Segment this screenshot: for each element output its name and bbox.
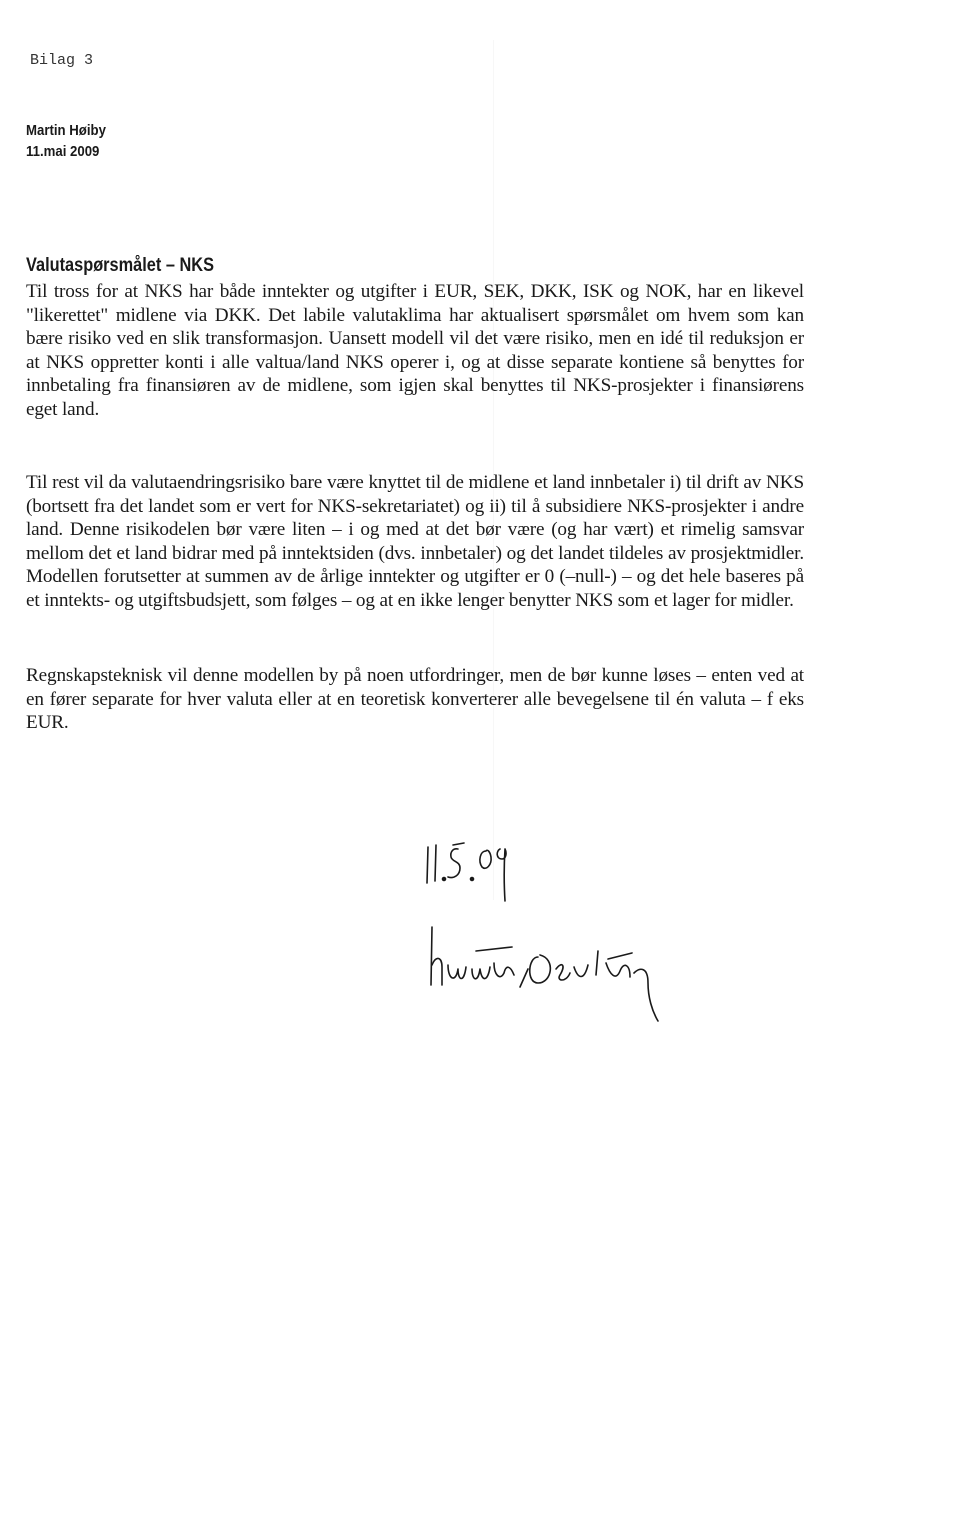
attachment-label: Bilag 3	[30, 52, 94, 69]
body-paragraph: Regnskapsteknisk vil denne modellen by på noen utfordringer, men de bør kunne løses – enten ved at en fører separate for hver valuta eller at en teoretisk konverterer alle bevegelsene til én valuta – f eks EUR.	[26, 665, 804, 734]
author-block	[26, 120, 106, 162]
author-name: Martin Høiby	[26, 122, 106, 139]
body-paragraph: Til tross for at NKS har både inntekter og utgifter i EUR, SEK, DKK, ISK og NOK, har en likevel "likerettet" midlene via DKK. Det labile valutaklima har aktualisert spørsmålet om hvem som kan bære risiko ved en slik transformasjon. Uansett modell vil det være risiko, men en idé til reduksjon er at NKS oppretter konti i alle valtua/land NKS operer i, og at disse separate kontiene så benyttes for innbetaling fra finansiøren av de midlene, som igjen skal benyttes til NKS-prosjekter i finansiørens eget land.	[26, 281, 804, 420]
document-title: Valutaspørsmålet – NKS	[26, 255, 214, 276]
author-date: 11.mai 2009	[26, 143, 100, 160]
handwritten-signature	[420, 835, 740, 1035]
scan-artifact-line	[493, 40, 494, 900]
body-paragraph: Til rest vil da valutaendringsrisiko bare være knyttet til de midlene et land innbetaler i) til drift av NKS (bortsett fra det landet som er vert for NKS-sekretariatet) og ii) til å subsidiere NKS-prosjekter i andre land. Denne risikodelen bør være liten – i og med at det bør være (og har vært) et rimelig samsvar mellom det et land bidrar med på inntektsiden (dvs. innbetaler) og det landet tildeles av prosjektmidler. Modellen forutsetter at summen av de årlige inntekter og utgifter er 0 (–null-) – og det hele baseres på et inntekts- og utgiftsbudsjett, som følges – og at en ikke lenger benytter NKS som et lager for midler.	[26, 472, 804, 611]
handwritten-date	[427, 843, 506, 901]
handwritten-name	[431, 927, 658, 1021]
